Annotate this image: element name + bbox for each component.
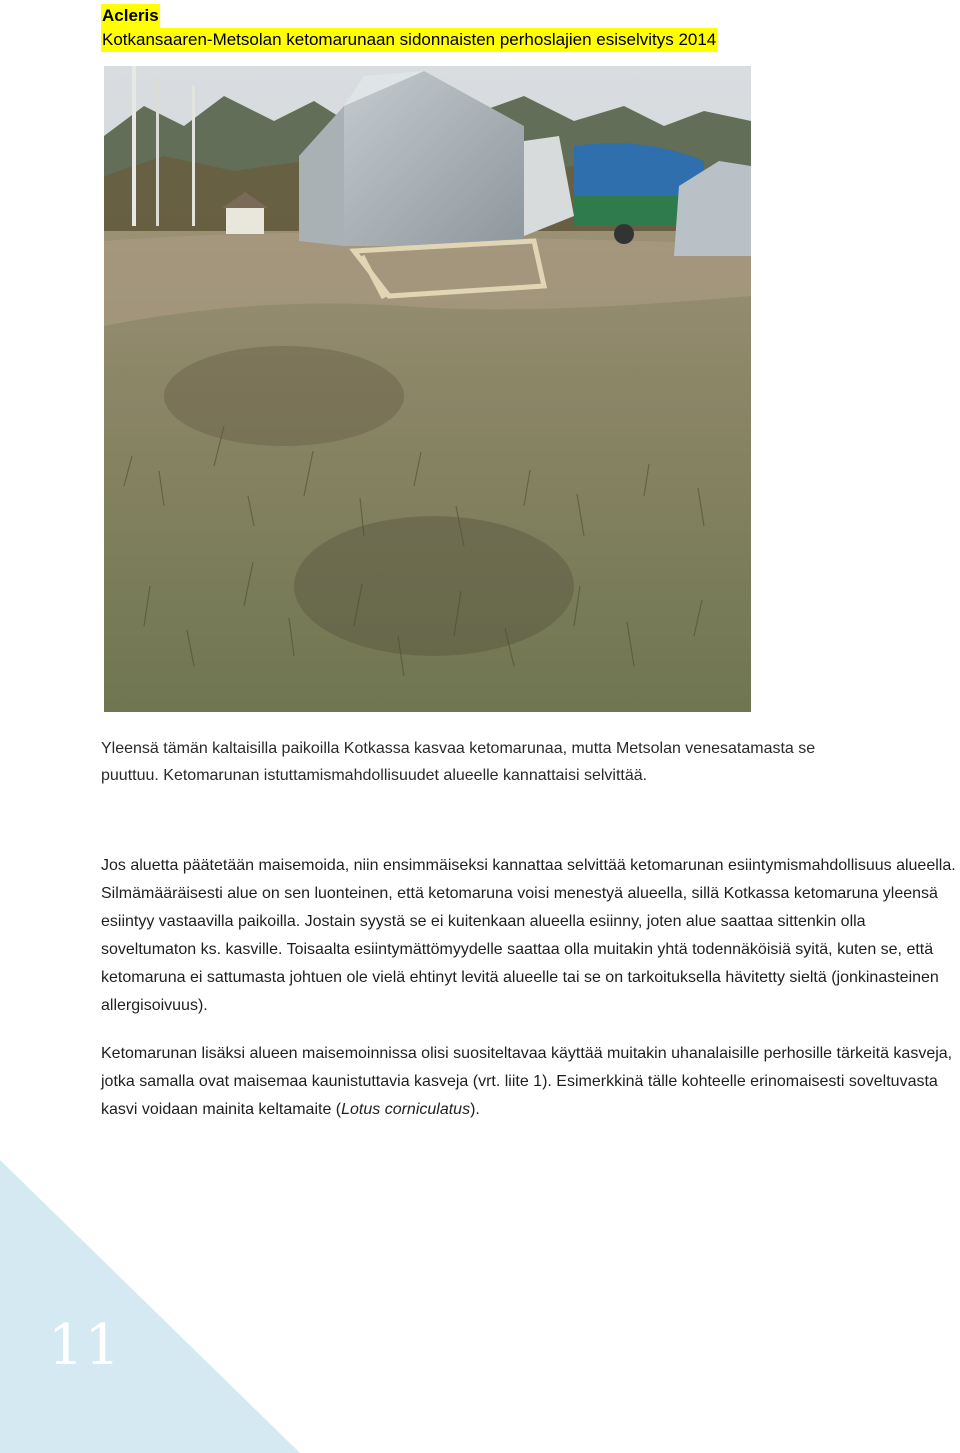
species-name: Lotus corniculatus [341, 1101, 471, 1118]
paragraph-2-end: ). [470, 1101, 480, 1118]
photo-caption [101, 735, 921, 789]
document-title: Kotkansaaren-Metsolan ketomarunaan sidonnaisten perhoslajien esiselvitys 2014 [101, 28, 717, 52]
caption-line-2: puuttuu. Ketomarunan istuttamismahdollisuudet alueelle kannattaisi selvittää. [101, 767, 648, 784]
photo-illustration [104, 66, 751, 712]
document-header [101, 4, 717, 52]
paragraph-2-start: Ketomarunan lisäksi alueen maisemoinnissa olisi suositeltavaa käyttää muitakin uhanalaisille perhosille tärkeitä kasveja, jotka samalla ovat maisemaa kaunistuttavia kasveja (vrt. liite 1). Esimerkkinä tälle kohteelle erinomaisesti soveltuvasta kasvi voidaan mainita keltamaite ( [101, 1045, 953, 1118]
site-photo [104, 66, 751, 712]
corner-triangle [0, 1160, 300, 1453]
body-text [101, 852, 960, 1144]
paragraph-1 [101, 852, 960, 1020]
paragraph-1-rest: Silmämääräisesti alue on sen luonteinen, että ketomaruna voisi menestyä alueella, sillä Kotkassa ketomaruna yleensä esiintyy vastaavilla paikoilla. Jostain syystä se ei kuitenkaan alueella esiinny, joten alue saattaa sittenkin olla soveltumaton ks. kasville. Toisaalta esiintymättömyydelle saattaa olla muitakin yhtä todennäköisiä syitä, kuten se, että ketomaruna ei sattumasta johtuen ole vielä ehtinyt levitä alueelle tai se on tarkoituksella hävitetty sieltä (jonkinasteinen allergisoivuus). [101, 885, 939, 1014]
corner-decoration [0, 1160, 300, 1453]
org-name: Acleris [101, 4, 160, 28]
page-number: 11 [48, 1313, 122, 1378]
paragraph-2 [101, 1040, 960, 1124]
caption-line-1: Yleensä tämän kaltaisilla paikoilla Kotkassa kasvaa ketomarunaa, mutta Metsolan venesatamasta se [101, 740, 816, 757]
paragraph-1-intro: Jos aluetta päätetään maisemoida, niin ensimmäiseksi kannattaa selvittää ketomarunan esiintymismahdollisuus alueella. [101, 857, 956, 874]
